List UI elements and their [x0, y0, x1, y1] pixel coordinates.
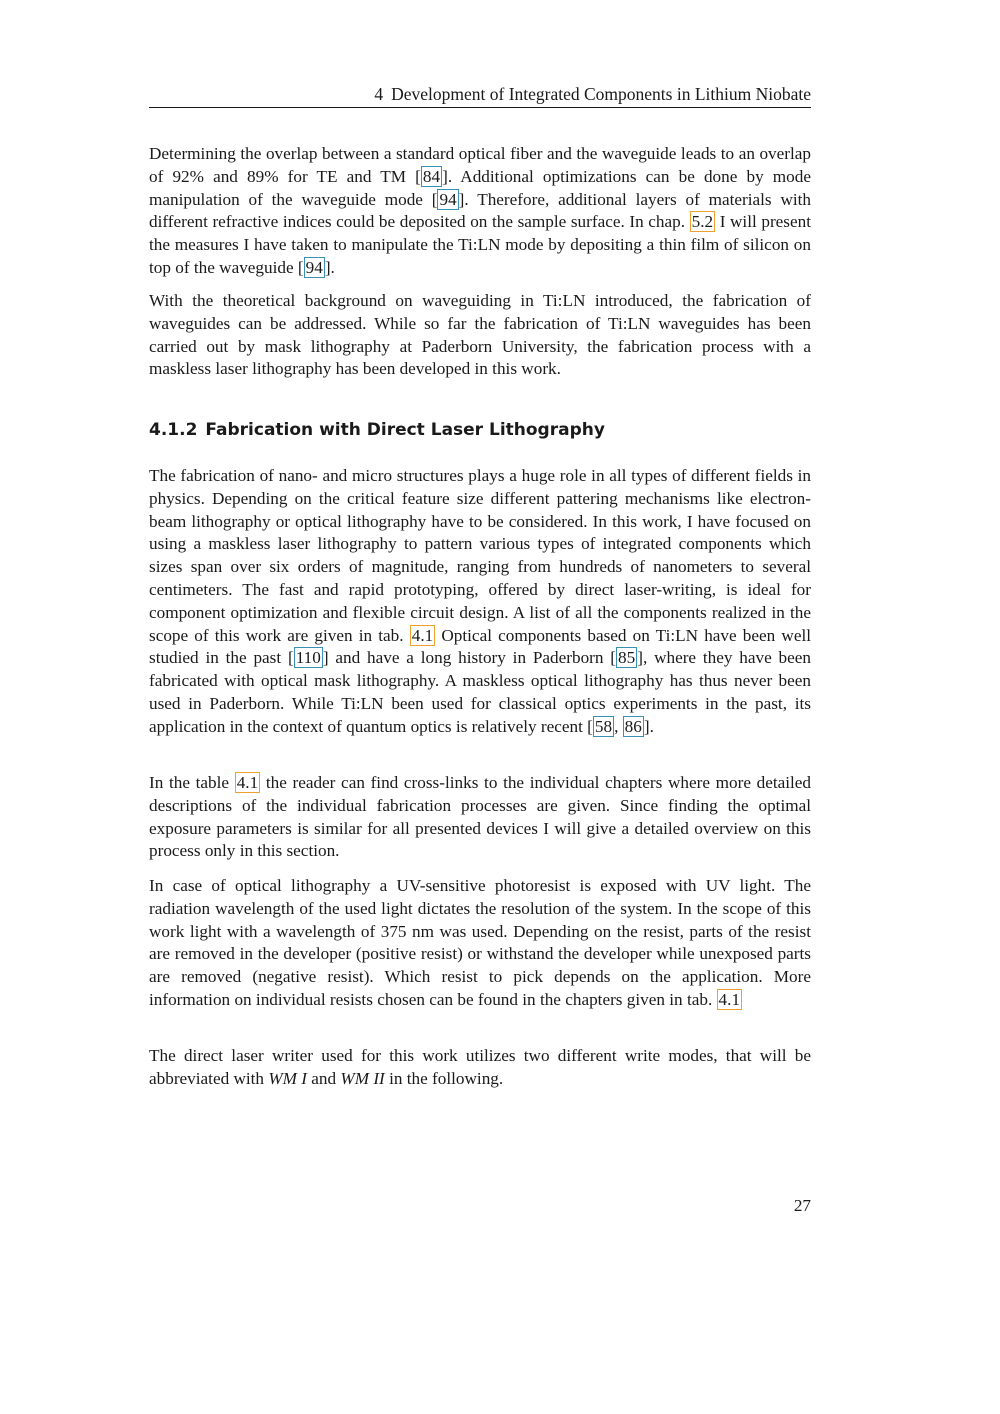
citation-link-94[interactable]: 94: [439, 189, 457, 209]
text-run: ] and have a long history in Paderborn [: [322, 648, 617, 668]
text-run: I will present the measures I have taken to manipulate the Ti:LN mode by depositing a thin film of silicon on top of the waveguide [: [149, 212, 811, 277]
citation-link-94[interactable]: 94: [305, 257, 323, 277]
paragraph-fiber-overlap: [149, 143, 811, 280]
text-run: ,: [614, 716, 623, 736]
text-run: In case of optical lithography a UV-sensitive photoresist is exposed with UV light. The radiation wavelength of the used light dictates the resolution of the system. In the scope of this work light with a wavelength of 375 nm was used. Depending on the resist, parts of the resist are removed in the developer (positive resist) or withstand the developer while unexposed parts are removed (negative resist). Which resist to pick depends on the application. More information on individual resists chosen can be found in the chapters given in tab.: [149, 876, 811, 1009]
text-run: Determining the overlap between a standard optical fiber and the waveguide leads to an overlap of 92% and 89% for TE and TM [: [149, 144, 811, 186]
text-run: Optical components based on Ti:LN have been well studied in the past [: [149, 625, 812, 668]
table-link-4-1[interactable]: 4.1: [236, 773, 259, 792]
header-chapter-title: Development of Integrated Components in Lithium Niobate: [391, 84, 811, 104]
paragraph-fabrication-intro: [149, 465, 811, 739]
citation-link-58[interactable]: 58: [594, 716, 613, 736]
text-run: ]. Additional optimizations can be done by mode manipulation of the waveguide mode [: [149, 166, 811, 209]
table-link-4-1[interactable]: 4.1: [718, 989, 741, 1009]
text-run: and: [306, 1068, 341, 1088]
running-header: [149, 84, 811, 108]
text-run: ].: [324, 257, 335, 277]
paragraph-optical-lithography: [149, 875, 811, 1012]
text-run: ], where they have been fabricated with optical mask lithography. A maskless optical lithography has thus never been used in Paderborn. While Ti:LN been used for classical optics experiments in the past, its application in the context of quantum optics is relatively recent [: [149, 648, 811, 736]
text-run: in the following.: [384, 1068, 504, 1088]
write-mode-term: WM I: [268, 1068, 307, 1088]
section-title: Fabrication with Direct Laser Lithography: [205, 420, 605, 440]
paragraph-write-modes: [149, 1045, 811, 1091]
text-run: The fabrication of nano- and micro structures plays a huge role in all types of different fields in physics. Depending on the critical feature size different pattering mechanisms like electron-beam lithography or optical lithography have to be considered. In this work, I have focused on using a maskless laser lithography to pattern various types of integrated components which sizes span over six orders of magnitude, ranging from hundreds of nanometers to several centimeters. The fast and rapid prototyping, offered by direct laser-writing, is ideal for component optimization and flexible circuit design. A list of all the components realized in the scope of this work are given in tab.: [149, 466, 811, 645]
citation-link-86[interactable]: 86: [624, 716, 642, 736]
paragraph-theoretical-background: [149, 290, 811, 381]
table-link-4-1[interactable]: 4.1: [411, 625, 434, 645]
text-run: ].: [643, 716, 654, 736]
text-run: the reader can find cross-links to the individual chapters where more detailed descriptions of the individual fabrication processes are given. Since finding the optimal exposure parameters is similar for all presented devices I will give a detailed overview on this process only in this section.: [149, 773, 811, 861]
citation-link-85[interactable]: 85: [618, 648, 636, 668]
chapter-link-5-2[interactable]: 5.2: [691, 212, 714, 232]
citation-link-84[interactable]: 84: [422, 166, 441, 186]
text-run: ]. Therefore, additional layers of materials with different refractive indices could be deposited on the sample surface. In chap.: [149, 189, 811, 232]
text-run: In the table: [149, 773, 235, 792]
paragraph-text: With the theoretical background on waveguiding in Ti:LN introduced, the fabrication of waveguides can be addressed. While so far the fabrication of Ti:LN waveguides has been carried out by mask lithography at Paderborn University, the fabrication process with a maskless laser lithography has been developed in this work.: [149, 291, 811, 379]
page-number: 27: [793, 1196, 811, 1215]
write-mode-term: WM II: [340, 1068, 385, 1088]
text-run: The direct laser writer used for this work utilizes two different write modes, that will be abbreviated with: [149, 1046, 811, 1088]
section-number: 4.1.2: [149, 420, 198, 440]
paragraph-table-crosslinks: [149, 772, 811, 863]
header-chapter-number: 4: [374, 84, 384, 104]
section-heading: [149, 418, 811, 442]
citation-link-110[interactable]: 110: [295, 648, 321, 668]
